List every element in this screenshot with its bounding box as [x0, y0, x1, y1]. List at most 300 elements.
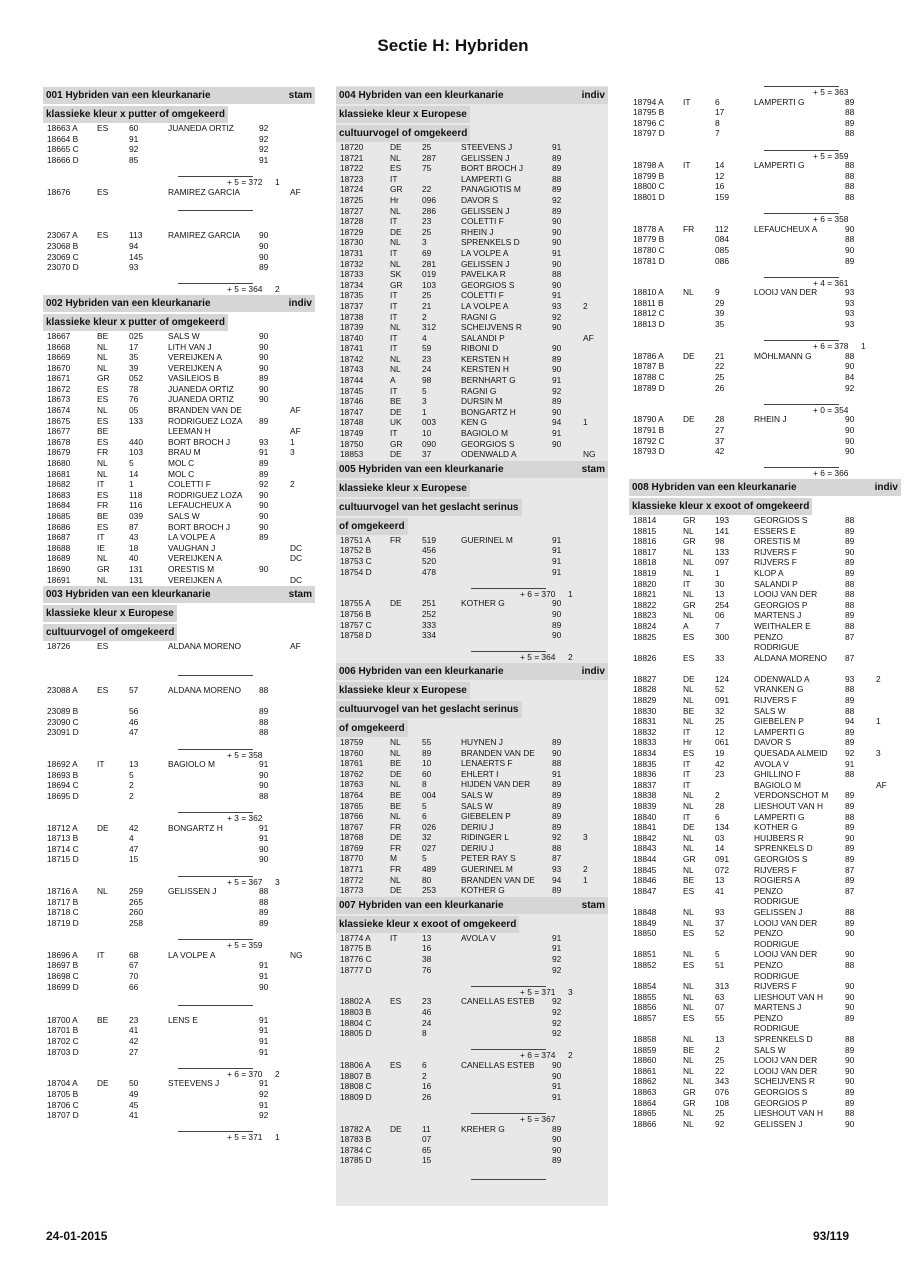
footer-page-number: 93/119 [813, 1229, 850, 1243]
ring-code: 3 [422, 396, 427, 407]
table-row [629, 1098, 901, 1109]
ring-code: 15 [129, 854, 139, 865]
points: 87 [845, 631, 855, 642]
ring-code: 6 [422, 811, 427, 822]
team-total [43, 812, 315, 823]
table-row [629, 769, 901, 780]
ring-code: 16 [422, 1081, 432, 1092]
ring-number: 18674 [47, 405, 71, 416]
points: 90 [845, 1002, 855, 1013]
section-title: 005 Hybriden van een kleurkanarie [339, 463, 504, 475]
ring-code: 286 [422, 205, 436, 216]
ring-code: 090 [422, 438, 436, 449]
ring-number: 18770 [340, 853, 364, 864]
ring-number: 18706 C [47, 1099, 79, 1110]
breeder-name: LIESHOUT VAN H [754, 991, 824, 1002]
ring-code: 489 [422, 864, 436, 875]
breeder-name: GIEBELEN P [754, 716, 804, 727]
breeder-name: DERIU J [461, 842, 494, 853]
ring-code: 5 [422, 385, 427, 396]
table-row [43, 1078, 315, 1089]
ring-number: 18841 [633, 822, 657, 833]
ring-code: 25 [422, 226, 432, 237]
breeder-name: BORT BROCH J [461, 163, 524, 174]
points: 93 [552, 300, 562, 311]
points: 88 [259, 716, 269, 727]
ring-code: 133 [715, 546, 729, 557]
points: 90 [845, 546, 855, 557]
ring-code: 23 [422, 216, 432, 227]
ring-code: 22 [715, 361, 725, 372]
country: IT [683, 811, 691, 822]
ring-number: 18702 C [47, 1035, 79, 1046]
ring-number: 18794 A [633, 96, 664, 107]
table-row [336, 280, 608, 291]
table-row [629, 727, 901, 738]
country: DE [390, 1123, 402, 1134]
country: ES [97, 415, 109, 426]
ring-number: 18737 [340, 300, 364, 311]
total-value: + 5 = 371 [520, 986, 556, 997]
table-row [336, 142, 608, 153]
country: DE [390, 449, 402, 460]
table-row [336, 556, 608, 567]
ring-code: 76 [129, 394, 139, 405]
breeder-name: BERNHART G [461, 375, 516, 386]
table-row [43, 1015, 315, 1026]
ring-number: 18726 [47, 641, 71, 652]
breeder-name: LOOIJ VAN DER [754, 917, 818, 928]
table-row [629, 1002, 901, 1013]
ring-code: 334 [422, 630, 436, 641]
section-subtitle-row [629, 496, 901, 515]
country: IT [390, 428, 398, 439]
table-row [43, 500, 315, 511]
table-row [43, 352, 315, 363]
country: NL [390, 874, 401, 885]
ring-number: 18778 A [633, 223, 664, 234]
ring-number: 18821 [633, 589, 657, 600]
table-row [43, 1089, 315, 1100]
country: GR [390, 279, 403, 290]
table-row [43, 1036, 315, 1047]
ring-number: 18731 [340, 247, 364, 258]
section-subtitle: klassieke kleur x putter of omgekeerd [43, 314, 228, 331]
table-row [336, 428, 608, 439]
ring-number: 18801 D [633, 191, 665, 202]
country: FR [390, 821, 402, 832]
total-prize: 1 [568, 588, 573, 599]
points: 88 [845, 181, 855, 192]
table-row [629, 822, 901, 833]
country: NL [683, 1034, 694, 1045]
spacer [629, 203, 901, 214]
breeder-name: QUESADA ALMEID [754, 748, 828, 759]
points: 90 [259, 500, 269, 511]
table-row [43, 780, 315, 791]
ring-number: 18720 [340, 142, 364, 152]
ring-code: 24 [422, 364, 432, 375]
ring-code: 1 [715, 567, 720, 578]
ring-code: 124 [715, 673, 729, 684]
country: GR [683, 1097, 696, 1108]
section-header [43, 586, 315, 603]
table-row [629, 1023, 901, 1034]
table-row [43, 844, 315, 855]
table-row [629, 875, 901, 886]
table-row [629, 600, 901, 611]
table-row [629, 716, 901, 727]
points: 91 [259, 1099, 269, 1110]
table-row [336, 843, 608, 854]
country: DE [390, 226, 402, 237]
points: 89 [259, 373, 269, 384]
table-row [43, 641, 315, 652]
table-row [629, 1045, 901, 1056]
ring-number: 18828 [633, 684, 657, 695]
breeder-name: BAGIOLO M [168, 759, 216, 770]
country: NL [390, 736, 401, 747]
ring-number: 18768 [340, 832, 364, 843]
ring-code: 2 [715, 1044, 720, 1055]
page-title: Sectie H: Hybriden [377, 36, 529, 55]
table-row [336, 417, 608, 428]
spacer [43, 696, 315, 707]
ring-number: 18818 [633, 557, 657, 568]
ring-number: 18679 [47, 447, 71, 458]
points: 88 [845, 811, 855, 822]
breeder-name: VEREIJKEN A [168, 352, 222, 363]
country: ES [97, 489, 109, 500]
prize: AF [290, 426, 301, 437]
ring-number: 18680 [47, 458, 71, 469]
ring-code: 265 [129, 896, 143, 907]
points: 92 [552, 1017, 562, 1028]
points: 88 [845, 160, 855, 171]
country: ES [97, 641, 109, 652]
ring-number: 23091 D [47, 727, 79, 738]
ring-code: 13 [715, 1034, 725, 1045]
ring-number: 18793 D [633, 446, 665, 457]
points: 91 [552, 932, 562, 943]
ring-number: 18848 [633, 906, 657, 917]
ring-code: 38 [422, 954, 432, 965]
spacer [336, 577, 608, 588]
country: DE [683, 350, 695, 361]
country: DE [97, 1078, 109, 1089]
points: 90 [845, 981, 855, 992]
country: FR [97, 500, 109, 511]
spacer [43, 1057, 315, 1068]
points: 91 [552, 428, 562, 439]
ring-code: 60 [129, 123, 139, 133]
points: 89 [845, 117, 855, 128]
breeder-name: DERIU J [461, 821, 494, 832]
spacer [43, 197, 315, 208]
country: BE [97, 1014, 109, 1025]
breeder-name: PENZO [754, 1012, 783, 1023]
table-row [629, 372, 901, 383]
ring-code: 35 [129, 352, 139, 363]
ring-code: 145 [129, 251, 143, 262]
breeder-name: RIJVERS F [754, 864, 797, 875]
country: IT [683, 578, 691, 589]
ring-number: 18838 [633, 790, 657, 801]
breeder-name: SALS W [754, 1044, 786, 1055]
points: 90 [845, 361, 855, 372]
ring-number: 18692 A [47, 759, 78, 770]
ring-code: 5 [715, 949, 720, 960]
country: GR [683, 514, 696, 525]
ring-code: 133 [129, 415, 143, 426]
table-row [336, 259, 608, 270]
ring-code: 085 [715, 244, 729, 255]
total-value: + 6 = 366 [813, 468, 849, 479]
points: 90 [845, 435, 855, 446]
breeder-name: BRANDEN VAN DE [461, 747, 535, 758]
breeder-name: RHEIN J [754, 414, 787, 425]
table-row [43, 187, 315, 198]
section-subtitle: klassieke kleur x exoot of omgekeerd [336, 916, 519, 933]
table-row [629, 981, 901, 992]
points: 94 [552, 874, 562, 885]
country: ES [97, 436, 109, 447]
points: 88 [259, 886, 269, 897]
ring-number: 18847 [633, 885, 657, 896]
table-row [43, 363, 315, 374]
prize: 3 [876, 748, 881, 759]
table-row [629, 1013, 901, 1024]
points: 92 [552, 194, 562, 205]
country: IT [97, 949, 105, 960]
ring-code: 05 [129, 405, 139, 416]
ring-code: 23 [422, 353, 432, 364]
total-value: + 5 = 358 [227, 749, 263, 760]
country: NL [97, 352, 108, 363]
ring-code: 6 [715, 811, 720, 822]
breeder-name: LENS E [168, 1014, 198, 1025]
ring-number: 18817 [633, 546, 657, 557]
ring-number: 18740 [340, 332, 364, 343]
points: 89 [259, 262, 269, 273]
country: IT [390, 216, 398, 227]
country: NL [683, 1118, 694, 1129]
ring-number: 18852 [633, 959, 657, 970]
points: 91 [552, 943, 562, 954]
table-row [336, 195, 608, 206]
team-total [336, 651, 608, 662]
ring-code: 025 [129, 330, 143, 341]
points: 88 [552, 842, 562, 853]
ring-number: 18678 [47, 436, 71, 447]
points: 88 [845, 684, 855, 695]
table-row [629, 234, 901, 245]
table-row [629, 610, 901, 621]
table-row [43, 897, 315, 908]
team-total [43, 1068, 315, 1079]
ring-number: 18672 [47, 383, 71, 394]
country: ES [97, 684, 109, 695]
breeder-name: BRANDEN VAN DE [461, 874, 535, 885]
points: 88 [845, 589, 855, 600]
points: 89 [259, 918, 269, 928]
ring-number: 18760 [340, 747, 364, 758]
breeder-name: GUERINEL M [461, 864, 513, 875]
breeder-name: SCHEIJVENS R [461, 322, 522, 333]
ring-number: 18769 [340, 842, 364, 853]
points: 92 [552, 311, 562, 322]
breeder-name: GEORGIOS S [754, 853, 808, 864]
ring-number: 18779 B [633, 234, 665, 245]
table-row [43, 241, 315, 252]
table-row [629, 960, 901, 971]
ring-number: 18803 B [340, 1007, 372, 1017]
breeder-name: ORESTIS M [168, 563, 215, 574]
section-type: stam [581, 463, 605, 475]
country: BE [390, 396, 402, 407]
ring-number: 18725 [340, 194, 364, 205]
section-subtitle-row [336, 718, 608, 737]
breeder-name: HIJDEN VAN DER [461, 779, 531, 790]
points: 88 [552, 173, 562, 184]
country: DE [390, 885, 402, 896]
ring-number: 18809 D [340, 1091, 372, 1102]
country: NL [683, 790, 694, 801]
country: ES [97, 123, 109, 133]
breeder-name: RHEIN J [461, 226, 494, 237]
points: 90 [845, 1065, 855, 1076]
points: 88 [259, 727, 269, 738]
points: 90 [552, 598, 562, 609]
table-row [43, 155, 315, 166]
points: 89 [259, 532, 269, 543]
ring-number: 18786 A [633, 350, 664, 361]
points: 92 [259, 133, 269, 144]
breeder-name: GELISSEN J [461, 205, 510, 216]
points: 90 [845, 446, 855, 457]
breeder-name: RODRIGUE [754, 642, 800, 653]
table-row [43, 134, 315, 145]
ring-number: 18704 A [47, 1078, 78, 1089]
table-row [629, 515, 901, 526]
points: 90 [259, 521, 269, 532]
breeder-name: LAMPERTI G [754, 96, 805, 107]
ring-number: 18756 B [340, 608, 372, 619]
ring-code: 134 [715, 822, 729, 833]
table-row [43, 706, 315, 717]
ring-number: 18863 [633, 1087, 657, 1098]
prize: 2 [583, 864, 588, 875]
table-row [336, 567, 608, 578]
ring-number: 18667 [47, 330, 71, 341]
total-value: + 5 = 364 [227, 284, 263, 295]
ring-code: 78 [129, 383, 139, 394]
section-type: stam [288, 589, 312, 601]
ring-number: 18697 B [47, 960, 79, 971]
ring-code: 108 [715, 1097, 729, 1108]
ring-number: 18721 [340, 152, 364, 163]
breeder-name: LEFAUCHEUX A [754, 223, 818, 234]
country: ES [97, 383, 109, 394]
points: 88 [552, 758, 562, 769]
table-row [43, 262, 315, 273]
team-total [629, 340, 901, 351]
points: 89 [845, 790, 855, 801]
ring-number: 18717 B [47, 896, 79, 907]
breeder-name: LA VOLPE A [461, 247, 509, 258]
points: 90 [845, 949, 855, 960]
points: 89 [552, 736, 562, 747]
table-row [43, 971, 315, 982]
points: 93 [845, 308, 855, 319]
points: 90 [552, 1059, 562, 1070]
table-row [336, 354, 608, 365]
points: 91 [259, 960, 269, 971]
points: 91 [259, 1046, 269, 1057]
spacer [629, 663, 901, 674]
ring-code: 46 [422, 1007, 432, 1017]
country: DE [683, 822, 695, 833]
ring-number: 18774 A [340, 932, 371, 943]
breeder-name: ROGIERS A [754, 875, 801, 886]
table-row [336, 153, 608, 164]
table-row [629, 748, 901, 759]
points: 91 [259, 1014, 269, 1025]
breeder-name: MÖHLMANN G [754, 350, 812, 361]
breeder-name: GHILLINO F [754, 769, 801, 780]
ring-number: 18700 A [47, 1014, 78, 1025]
ring-number: 18713 B [47, 833, 79, 844]
table-row [629, 907, 901, 918]
ring-number: 18666 D [47, 154, 79, 165]
ring-code: 21 [422, 300, 432, 311]
points: 89 [845, 567, 855, 578]
ring-code: 41 [129, 1110, 139, 1121]
spacer [629, 266, 901, 277]
ring-number: 18857 [633, 1012, 657, 1023]
table-row [336, 386, 608, 397]
points: 88 [845, 705, 855, 716]
table-row [336, 535, 608, 546]
prize: DC [290, 542, 303, 553]
ring-code: 519 [422, 534, 436, 545]
footer-date: 24-01-2015 [46, 1229, 108, 1243]
ring-number: 18745 [340, 385, 364, 396]
ring-number: 18859 [633, 1044, 657, 1055]
points: 89 [845, 255, 855, 266]
ring-code: 65 [422, 1144, 432, 1155]
table-row [629, 918, 901, 929]
table-row [336, 832, 608, 843]
table-row [43, 1025, 315, 1036]
section-type: indiv [288, 297, 312, 309]
ring-code: 03 [715, 832, 725, 843]
ring-number: 18724 [340, 184, 364, 195]
breeder-name: PENZO [754, 885, 783, 896]
points: 87 [552, 853, 562, 864]
table-row [43, 230, 315, 241]
section-type: indiv [581, 90, 605, 101]
table-row [336, 248, 608, 259]
country: NL [390, 747, 401, 758]
prize: 1 [583, 874, 588, 885]
breeder-name: RAMIREZ GARCIA [168, 230, 241, 241]
team-total [43, 939, 315, 950]
team-total [629, 404, 901, 415]
breeder-name: LAMPERTI G [754, 811, 805, 822]
prize: 3 [290, 447, 295, 458]
ring-number: 18741 [340, 343, 364, 354]
